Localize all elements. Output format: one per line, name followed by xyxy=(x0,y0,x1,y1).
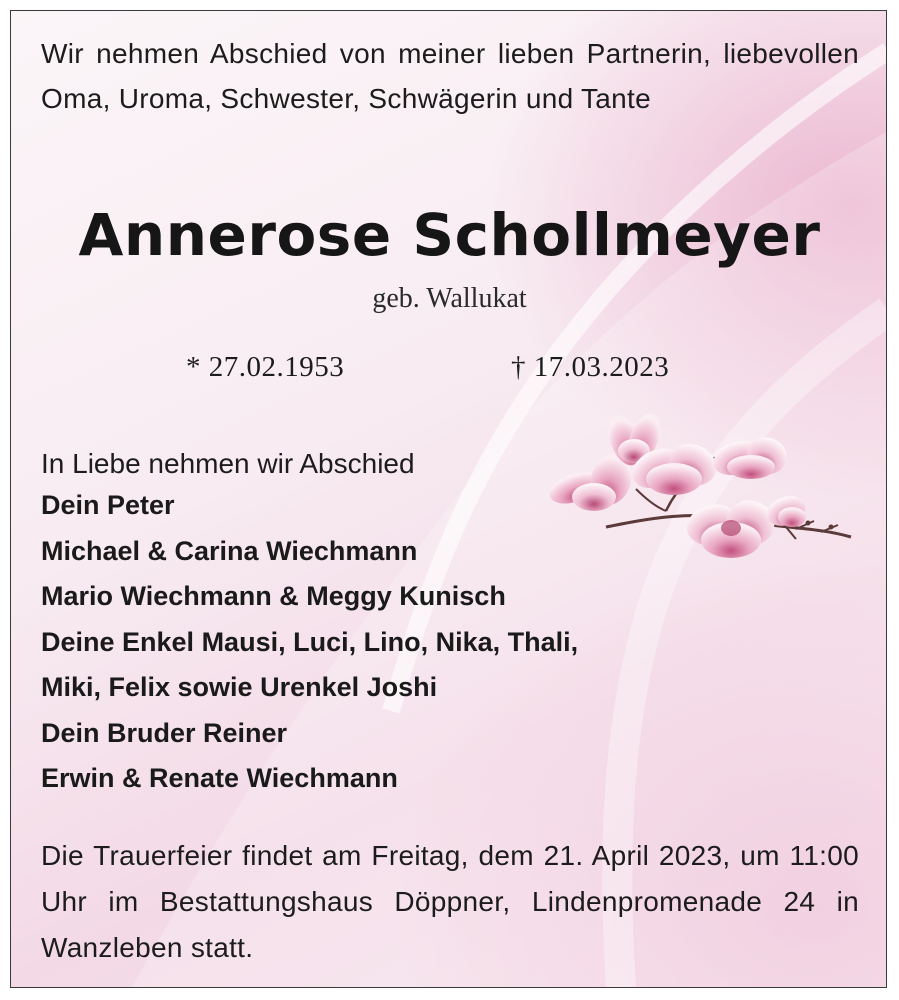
deceased-name: Annerose Schollmeyer xyxy=(78,201,821,269)
mourner-line: Dein Bruder Reiner xyxy=(41,717,288,748)
closing-intro: In Liebe nehmen wir Abschied xyxy=(41,448,415,479)
mourner-line: Mario Wiechmann & Meggy Kunisch xyxy=(41,581,506,611)
death-date: † 17.03.2023 xyxy=(511,351,670,383)
funeral-info: Die Trauerfeier findet am Freitag, dem 21. April 2023, um 11:00 Uhr im Bestattungshaus Döppner, Lindenpromenade 24 in Wanzleben statt. xyxy=(41,840,859,963)
magnolia-branch-icon xyxy=(546,399,856,564)
intro-text: Wir nehmen Abschied von meiner lieben Partnerin, liebevollen Oma, Uroma, Schwester, Schwägerin und Tante xyxy=(41,38,859,114)
mourner-line: Deine Enkel Mausi, Luci, Lino, Nika, Thali, xyxy=(41,626,579,657)
obituary-notice xyxy=(10,10,887,988)
maiden-name: geb. Wallukat xyxy=(372,283,527,314)
mourners-list xyxy=(41,483,578,802)
birth-date: * 27.02.1953 xyxy=(186,351,345,383)
mourner-line: Dein Peter xyxy=(41,490,175,520)
mourner-line: Erwin & Renate Wiechmann xyxy=(41,763,398,793)
mourner-line: Michael & Carina Wiechmann xyxy=(41,535,418,566)
mourner-line: Miki, Felix sowie Urenkel Joshi xyxy=(41,672,438,702)
